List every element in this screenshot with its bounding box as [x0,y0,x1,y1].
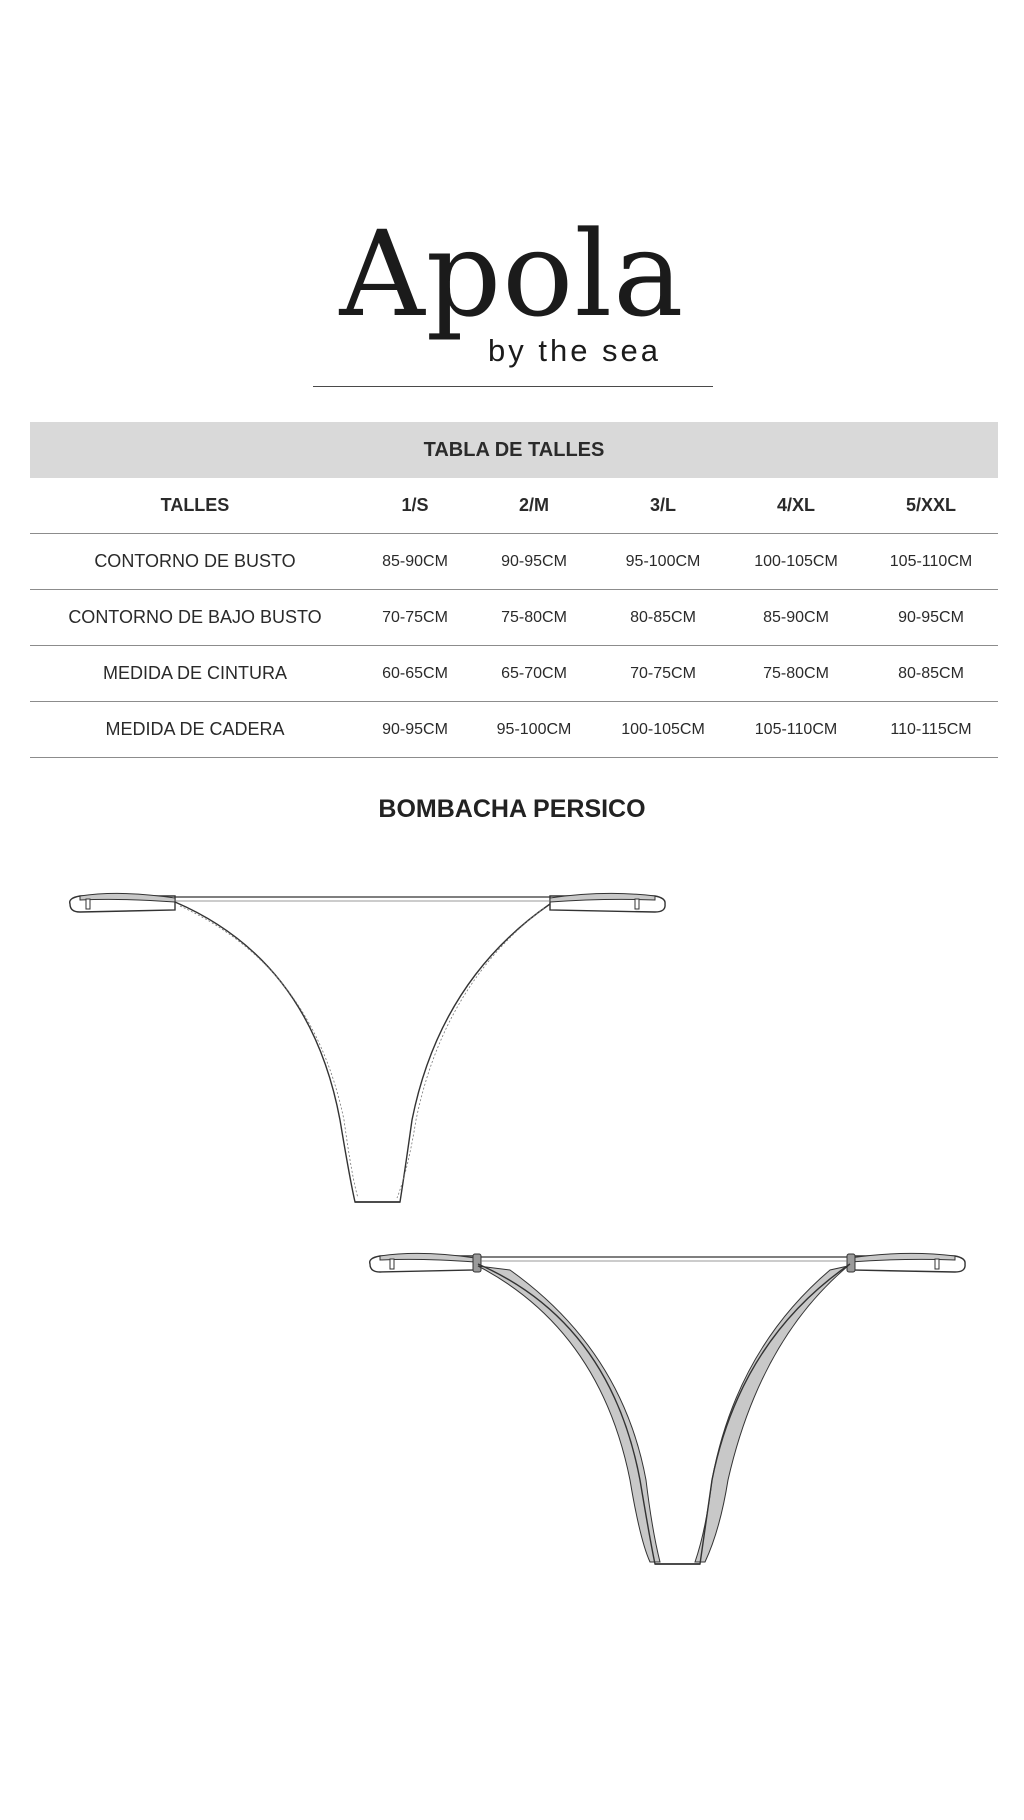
table-cell: 60-65CM [382,664,448,682]
garment-back-illustration [360,1240,980,1580]
table-row [30,702,998,758]
table-cell: 90-95CM [898,608,964,626]
product-title: BOMBACHA PERSICO [378,795,646,823]
header-size: 1/S [401,495,429,515]
table-cell: 90-95CM [382,720,448,738]
table-cell: 85-90CM [382,552,448,570]
table-row [30,646,998,702]
table-cell: 105-110CM [889,552,973,570]
table-cell: 70-75CM [382,608,448,626]
table-cell: 95-100CM [625,552,701,570]
table-row [30,590,998,646]
garment-front-illustration [60,880,680,1220]
header-size: 3/L [649,495,676,515]
header-size: 5/XXL [905,495,957,515]
logo-divider [313,386,713,387]
row-label: CONTORNO DE BAJO BUSTO [68,607,322,627]
header-size: 2/M [518,495,549,515]
brand-name: Apola [339,205,685,343]
table-cell: 75-80CM [501,608,567,626]
table-cell: 95-100CM [496,720,572,738]
brand-logo [0,205,1024,368]
table-cell: 80-85CM [898,664,964,682]
header-size: 4/XL [776,495,815,515]
table-cell: 75-80CM [763,664,829,682]
row-label: MEDIDA DE CINTURA [102,663,288,683]
size-table [30,422,998,758]
table-cell: 110-115CM [890,720,972,738]
table-cell: 100-105CM [621,720,705,738]
table-cell: 85-90CM [763,608,829,626]
size-table-title: TABLA DE TALLES [30,422,998,478]
table-cell: 100-105CM [754,552,838,570]
table-cell: 80-85CM [630,608,696,626]
table-cell: 105-110CM [754,720,838,738]
table-cell: 70-75CM [630,664,696,682]
table-cell: 90-95CM [501,552,567,570]
row-label: CONTORNO DE BUSTO [94,551,296,571]
brand-tagline: by the sea [488,333,662,368]
size-table-header-row [30,478,998,534]
table-cell: 65-70CM [501,664,567,682]
header-label: TALLES [160,495,230,515]
table-row [30,534,998,590]
row-label: MEDIDA DE CADERA [105,719,285,739]
